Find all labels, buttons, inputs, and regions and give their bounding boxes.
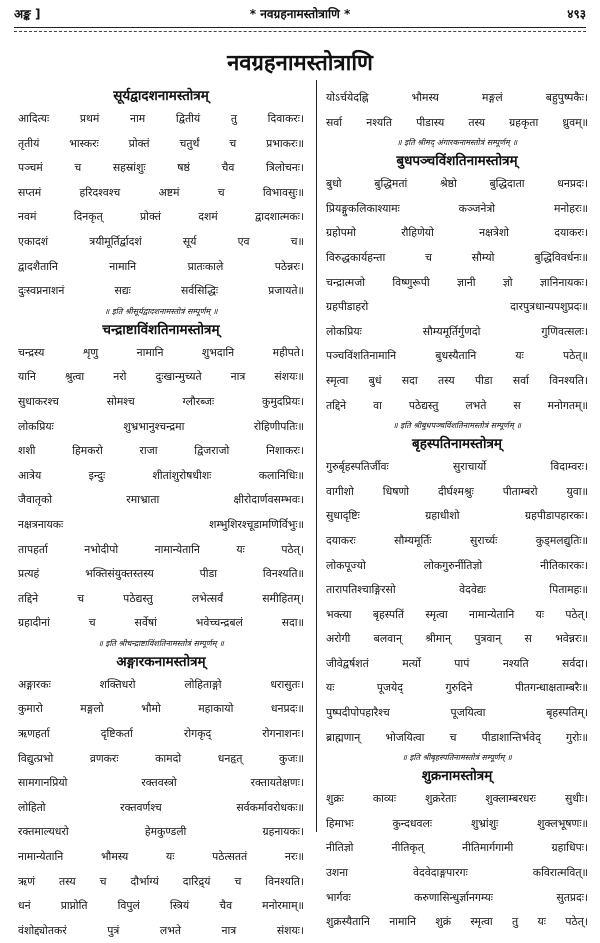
- verse-line: हिमाभः कुन्दधवलः शुभ्रांशुः शुक्लभूषणः॥: [326, 816, 588, 830]
- verse-line: विद्युत्प्रभो व्रणकरः कामदो धनहृत् कुजः॥: [18, 751, 304, 765]
- verse-line: वंशोद्द्योतकरं पुत्रं लभते नात्र संशयः।: [18, 923, 304, 937]
- page-title: नवग्रहनामस्तोत्राणि: [227, 51, 373, 76]
- verse-line: ऋणं तस्य च दौर्भाग्यं दारिद्र्यं च विनश्यति।: [18, 874, 304, 888]
- colophon-surya: ॥ इति श्रीसूर्यद्वादशनामस्तोत्रं सम्पूर्णम् ॥: [104, 306, 218, 316]
- verse-line: गुरुर्बृहस्पतिर्जीवः सुराचार्यो विदाम्वरः।: [326, 460, 588, 474]
- verse-line: आदित्यः प्रथमं नाम द्वितीयं तु दिवाकरः।: [18, 112, 304, 125]
- verse-line: लोकप्रियः शुभ्रभानुश्चन्द्रमा रोहिणीपतिः॥: [18, 419, 304, 433]
- verse-line: योऽर्चयेदह्नि भौमस्य मङ्गलं बहुपुष्पकैः।: [326, 91, 588, 104]
- verse-line: तारापतिश्चाङ्गिरसो वेदवेद्यः पितामहः॥: [326, 583, 588, 597]
- verse-line: सप्तमं हरिदश्वश्च अष्टमं च विभावसुः॥: [18, 185, 304, 199]
- verse-line: ब्राह्मणान् भोजयित्वा च पीडाशान्तिर्भवेद् गुरोः॥: [326, 730, 588, 744]
- verse-line: चन्द्रात्मजो विष्णुरूपी ज्ञानी ज्ञो ज्ञानिनायकः।: [326, 275, 588, 289]
- verse-line: प्रत्यहं भक्तिसंयुक्तस्तस्य पीडा विनश्यति॥: [18, 567, 304, 581]
- verse-line: पञ्चविंशतिनामानि बुधस्यैतानि यः पठेत्॥: [326, 349, 588, 363]
- verse-line: शशी हिमकरो राजा द्विजराजो निशाकरः।: [18, 444, 304, 458]
- verse-line: पञ्चमं च सहस्रांशुः षष्ठं चैव त्रिलोचनः।: [18, 161, 304, 175]
- verse-line: द्वादशैतानि नामानि प्रातःकाले पठेन्नरः।: [18, 259, 304, 273]
- header-dashed-rule: [14, 31, 586, 32]
- running-header: [14, 4, 586, 24]
- verse-line: तापहर्ता नभोदीपो नामान्येतानि यः पठेत्।: [18, 542, 304, 556]
- verse-line: अङ्गारकः शक्तिधरो लोहिताङ्गो धरासुतः।: [18, 677, 304, 691]
- section-title-surya: सूर्यद्वादशनामस्तोत्रम्: [113, 88, 209, 104]
- section-title-budha: बुधपञ्चविंशतिनामस्तोत्रम्: [396, 153, 518, 170]
- verse-line: रक्तमाल्यधरो हेमकुण्डली ग्रहनायकः।: [18, 825, 304, 839]
- verse-line: यः पूजयेद् गुरुदिने पीतगन्धाक्षताम्बरैः॥: [326, 681, 588, 695]
- verse-line: प्रियङ्गुकलिकाश्यामः कञ्जनेत्रो मनोहरः॥: [326, 201, 588, 215]
- verse-line: एकादशं त्रयीमूर्तिर्द्वादशं सूर्य एव च॥: [18, 234, 304, 248]
- verse-line: शुक्रः काव्यः शुक्ररेताः शुक्लाम्बरधरः सुधीः।: [326, 792, 588, 806]
- colophon-angaraka: ॥ इति श्रीमद् अंगारकनामस्तोत्रं सम्पूर्णम् ॥: [396, 138, 518, 148]
- verse-line: ग्रहोपमो रौहिणेयो नक्षत्रेशो दयाकरः।: [326, 226, 588, 240]
- verse-line: भार्गवः करुणासिन्धुर्ज्ञानगम्यः सुतप्रदः।: [326, 890, 588, 904]
- verse-line: भक्त्या बृहस्पतिं स्मृत्वा नामान्येतानि यः पठेत्।: [326, 607, 588, 621]
- verse-line: विरुद्धकार्यहन्ता च सौम्यो बुद्धिविवर्धनः॥: [326, 250, 588, 264]
- verse-line: ग्रहपीडाहरो दारपुत्रधान्यपशुप्रदः॥: [326, 300, 588, 314]
- verse-line: नीतिज्ञो नीतिकृत् नीतिमार्गगामी ग्रहाधिपः।: [326, 841, 588, 855]
- section-title-brihaspati: बृहस्पतिनामस्तोत्रम्: [411, 436, 503, 453]
- verse-line: वागीशो धिषणो दीर्घश्मश्रुः पीताम्बरो युवा॥: [326, 484, 588, 498]
- verse-line: अरोगी बलवान् श्रीमान् पुत्रवान् स भवेन्नरः॥: [326, 632, 588, 646]
- colophon-budha: ॥ इति श्रीबुधपञ्चविंशतिनामस्तोत्रं सम्पूर्णम् ॥: [392, 421, 522, 431]
- verse-line: बुधो बुद्धिमतां श्रेष्ठो बुद्धिदाता धनप्रदः।: [326, 177, 588, 191]
- verse-line: सुधाकरश्च सोमश्च ग्लौरब्जः कुमुदप्रियः।: [18, 394, 304, 408]
- colophon-chandra: ॥ इति श्रीचन्द्राष्टाविंशतिनामस्तोत्रं सम्पूर्णम् ॥: [98, 638, 224, 648]
- verse-line: चन्द्रस्य शृणु नामानि शुभदानि महीपते।: [18, 345, 304, 359]
- page-number: ४९३: [567, 7, 586, 21]
- verse-line: सुधादृष्टिः ग्रहाधीशो ग्रहपीडापहारकः।: [326, 509, 588, 523]
- verse-line: दुःस्वप्ननाशनं सद्यः सर्वसिद्धिः प्रजायते॥: [18, 284, 304, 298]
- section-title-chandra: चन्द्राष्टाविंशतिनामस्तोत्रम्: [102, 321, 220, 338]
- verse-line: यानि श्रुत्वा नरो दुःखान्मुच्यते नात्र संशयः॥: [18, 370, 304, 384]
- verse-line: शुक्रस्यैतानि नामानि शुक्रं स्मृत्वा तु यः पठेत्।: [326, 915, 588, 929]
- section-title-angaraka: अङ्गारकनामस्तोत्रम्: [116, 653, 206, 670]
- verse-line: लोकपूज्यो लोकगुरुर्नीतिज्ञो नीतिकारकः।: [326, 558, 588, 572]
- verse-line: स्मृत्वा बुधं सदा तस्य पीडा सर्वा विनश्यति।: [326, 373, 588, 387]
- verse-line: दयाकरः सौम्यमूर्तिः सुरार्च्यः कुड्मलद्युतिः॥: [326, 533, 588, 547]
- section-title-shukra: शुक्रनामस्तोत्रम्: [421, 768, 493, 785]
- verse-line: कुमारो मङ्गलो भौमो महाकायो धनप्रदः॥: [18, 702, 304, 716]
- verse-line: पुष्पदीपोपहारैश्च पूजयित्वा बृहस्पतिम्।: [326, 706, 588, 720]
- right-column: [326, 86, 588, 935]
- verse-line: तद्दिने वा पठेद्यस्तु लभते स मनोगतम्॥: [326, 398, 588, 412]
- colophon-brihaspati: ॥ इति श्रीबृहस्पतिनामस्तोत्रं सम्पूर्णम् ॥: [402, 753, 512, 763]
- verse-line: ऋणहर्ता दृष्टिकर्ता रोगकृद् रोगनाशनः।: [18, 727, 304, 741]
- issue-label: अङ्क ]: [14, 7, 41, 21]
- verse-line: लोहितो रक्तवर्णश्च सर्वकर्मावरोधकः॥: [18, 800, 304, 814]
- verse-line: तृतीयं भास्करः प्रोक्तं चतुर्थं च प्रभाकरः॥: [18, 136, 304, 150]
- verse-line: धनं प्राप्नोति विपुलं स्त्रियं चैव मनोरमाम्॥: [18, 899, 304, 913]
- verse-line: नवमं दिनकृत् प्रोक्तं दशमं द्वादशात्मकः।: [18, 210, 304, 224]
- verse-line: ग्रहादीनां च सर्वेषां भवेच्चन्द्रबलं सदा॥: [18, 616, 304, 630]
- verse-line: लोकप्रियः सौम्यमूर्तिर्गुणदो गुणिवत्सलः।: [326, 324, 588, 338]
- verse-line: जैवातृको रमाभ्राता क्षीरोदार्णवसम्भवः।: [18, 493, 304, 507]
- verse-line: नामान्येतानि भौमस्य यः पठेत्सततं नरः॥: [18, 850, 304, 864]
- left-column: [18, 86, 304, 943]
- verse-line: जीवेद्वर्षशतं मर्त्यो पापं नश्यति सर्वदा।: [326, 656, 588, 670]
- verse-line: तद्दिने च पठेद्यस्तु लभेत्सर्वं समीहितम्।: [18, 591, 304, 605]
- verse-line: नक्षत्रनायकः शम्भुशिरश्चूडामणिर्विभुः॥: [18, 517, 304, 531]
- verse-line: सर्वा नश्यति पीडास्य तस्य ग्रहकृता ध्रुवम्॥: [326, 115, 588, 129]
- column-divider: [316, 80, 317, 832]
- verse-line: उशना वेदवेदाङ्गपारगः कविरात्मवित्॥: [326, 866, 588, 880]
- header-rule: [14, 27, 586, 28]
- verse-line: आत्रेय इन्दुः शीतांशुरोषधीशः कलानिधिः॥: [18, 468, 304, 482]
- verse-line: सामगानप्रियो रक्तवस्त्रो रक्तायतेक्षणः।: [18, 776, 304, 790]
- header-title: * नवग्रहनामस्तोत्राणि *: [249, 7, 351, 21]
